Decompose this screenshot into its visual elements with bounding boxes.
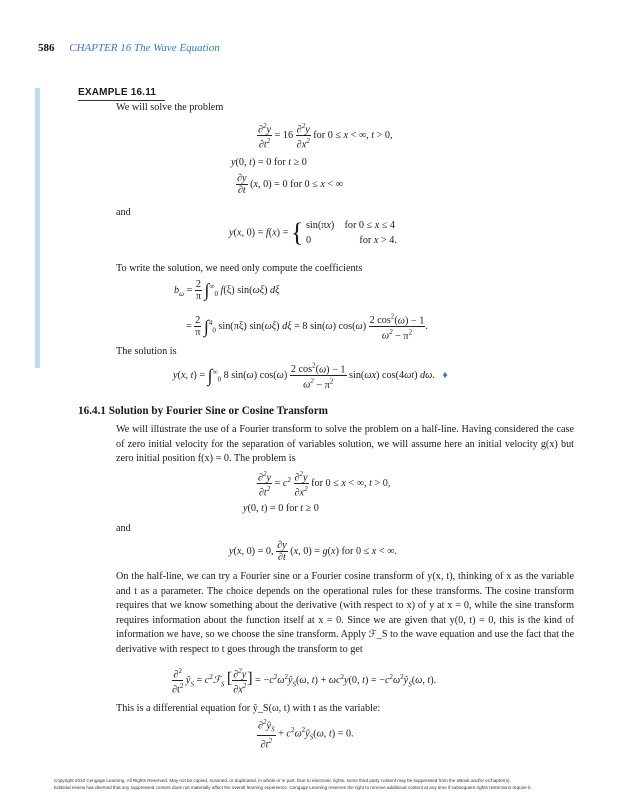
equation-ode: $\frac{\partial^2ŷ_S}{\partial t^2}$ + $c^2\omega^2ŷ_S(\omega$, t) = 0. bbox=[258, 718, 354, 751]
coefficients-intro: To write the solution, we need only compute the coefficients bbox=[116, 263, 363, 274]
chapter-title: CHAPTER 16 The Wave Equation bbox=[69, 42, 220, 54]
equation-coefficient-evaluated: = $\frac{2}{\pi}$ ∫$^4_0$ sin(πξ) sin(ωξ) dξ = 8 sin(ω) cos(ω) $\frac{2 \cos^2(\omega) - 1}{\omega^2 - \pi^2}$ . bbox=[186, 313, 428, 342]
end-of-example-diamond-icon: ♦ bbox=[437, 370, 448, 382]
equation-wave-general: $\frac{\partial^2y}{\partial t^2}$ = $c^2$ $\frac{\partial^2y}{\partial x^2}$ for 0 ≤ x < ∞, t > 0, bbox=[258, 470, 391, 499]
section-paragraph-2: On the half-line, we can try a Fourier sine or a Fourier cosine transform of y(x, t), thinking of x as the variable and t as a parameter. The choice depends on the operational rules for these transforms. The cosine transform requires that we know something about the derivative (with respect to x) of y at x = 0, while the sine transform requires information about the function itself at x = 0. Since we are given that y(0, t) = 0, this is the kind of information we have, so we choose the sine transform. Apply ℱ_S to the wave equation and use the fact that the derivative with respect to t goes through the transform to get bbox=[116, 571, 574, 655]
example-title: EXAMPLE 16.11 bbox=[78, 87, 165, 101]
equation-boundary: y(0, t) = 0 for t ≥ 0 bbox=[231, 157, 307, 168]
footer-editorial: Editorial review has deemed that any suppressed content does not materially affect the overall learning experience. Cengage Learning reserves the right to remove additional content at any time if subsequent rights restrictions require it. bbox=[54, 785, 532, 790]
equation-initial-general: y(x, 0) = 0, $\frac{\partial y}{\partial t}$ (x, 0) = g(x) for 0 ≤ x < ∞. bbox=[229, 540, 397, 563]
equation-initial-velocity: $\frac{\partial y}{\partial t}$ (x, 0) = 0 for 0 ≤ x < ∞ bbox=[237, 173, 343, 196]
and-label-2: and bbox=[116, 523, 131, 534]
and-label-1: and bbox=[116, 207, 131, 218]
equation-wave: $\frac{\partial^2y}{\partial t^2}$ = 16 $\frac{\partial^2y}{\partial x^2}$ for 0 ≤ x < ∞, t > 0, bbox=[258, 122, 393, 151]
example-sidebar-bar bbox=[35, 88, 40, 368]
equation-boundary-general: y(0, t) = 0 for t ≥ 0 bbox=[243, 503, 319, 514]
section-heading: 16.4.1 Solution by Fourier Sine or Cosine Transform bbox=[78, 405, 328, 417]
footer-copyright: Copyright 2010 Cengage Learning. All Rights Reserved. May not be copied, scanned, or duplicated, in whole or in part. Due to electronic rights, some third party content may be suppressed from the eBook and/or eChapter(s). bbox=[54, 778, 511, 783]
equation-initial-position: y(x, 0) = f(x) = { sin(πx) for 0 ≤ x ≤ 4 0 for x > 4. bbox=[229, 218, 397, 247]
equation-solution: y(x, $t) = \int^\infty_0$ 8 sin(ω) cos(ω) $\frac{2 \cos^2(\omega) - 1}{\omega^2 - \pi^2}$ sin(ωx) cos(4ωt) dω. ♦ bbox=[173, 362, 448, 391]
page-number: 586 bbox=[38, 42, 55, 54]
running-header bbox=[38, 42, 220, 54]
equation-transformed: $\frac{\partial^2}{\partial t^2}$ $ŷ_S$ = $c^2ℱ_S$ [ $\frac{\partial^2y}{\partial x^2}$ ] = $-c^2\omega^2ŷ_S(\omega$, $t) + \omega c^2y(0$, $t) = -c^2\omega^2ŷ_S(\omega$, t). bbox=[172, 667, 437, 696]
section-paragraph-3: This is a differential equation for ŷ_S(ω, t) with t as the variable: bbox=[116, 703, 381, 714]
example-intro: We will solve the problem bbox=[116, 102, 224, 113]
equation-coefficient: $b_\omega$ = $\frac{2}{\pi}$ $\int^\infty_0$ f(ξ) sin(ωξ) dξ bbox=[174, 279, 280, 302]
section-paragraph-1: We will illustrate the use of a Fourier transform to solve the problem on a half-line. Having considered the case of zero initial velocity for the separation of variables solution, we will assume here an initial velocity g(x) but zero initial position f(x) = 0. The problem is bbox=[116, 424, 574, 465]
solution-intro: The solution is bbox=[116, 346, 177, 357]
